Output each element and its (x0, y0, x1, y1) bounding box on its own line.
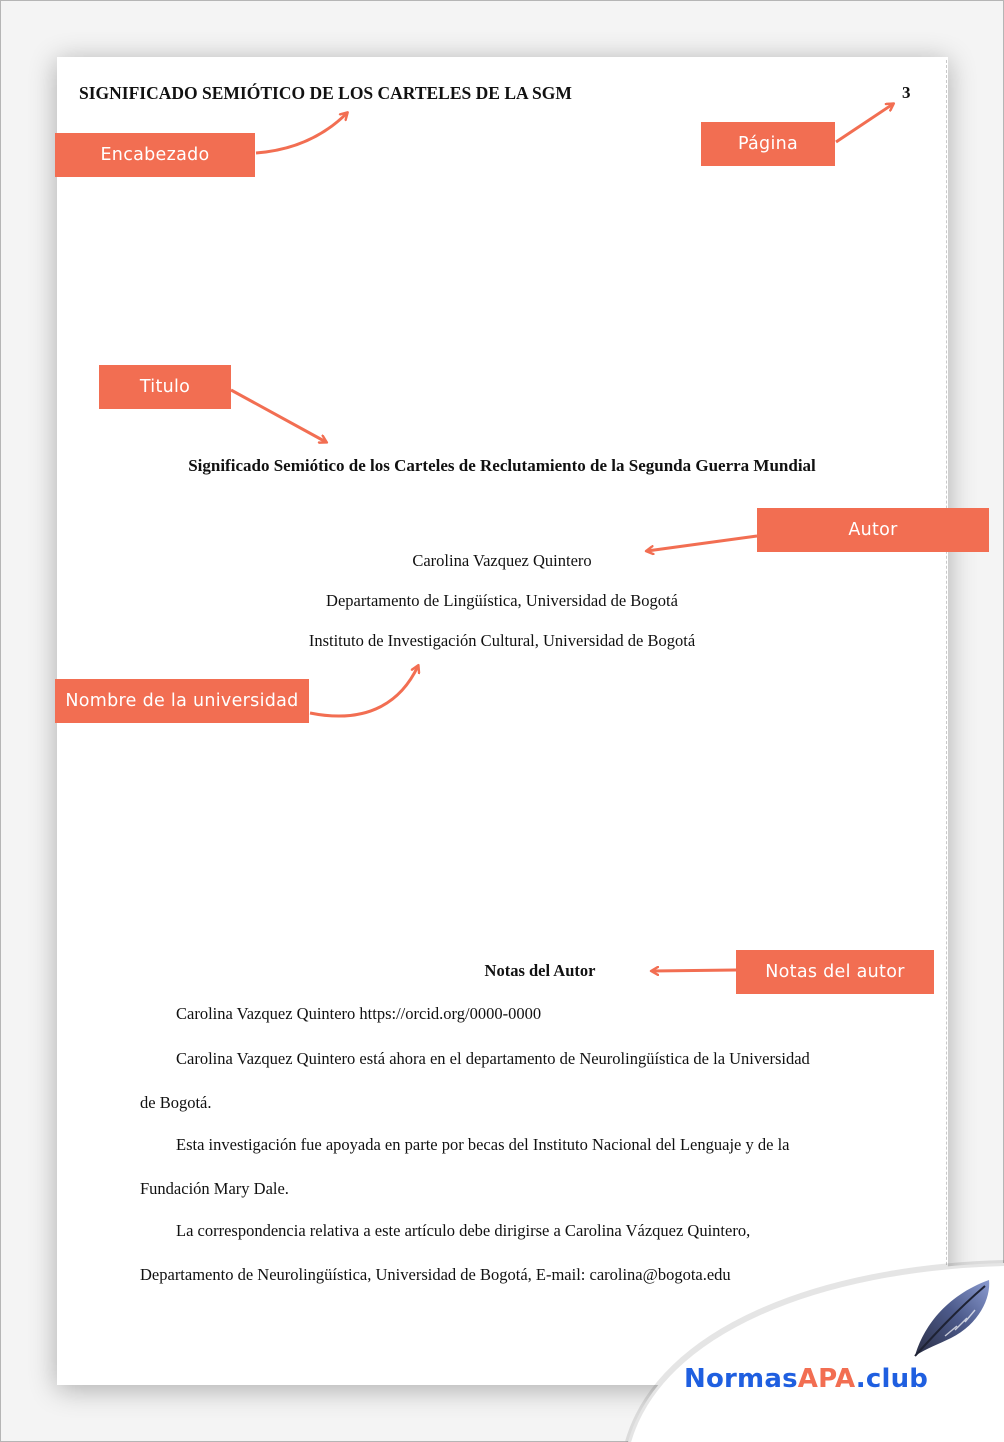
brand-logo-text (684, 1364, 928, 1394)
label-encabezado: Encabezado (55, 133, 255, 177)
label-notas-autor: Notas del autor (736, 950, 934, 994)
author-notes-heading: Notas del Autor (484, 961, 596, 980)
page-number: 3 (902, 83, 911, 102)
affiliation-1: Departamento de Lingüística, Universidad de Bogotá (326, 591, 678, 610)
note-correspondence-line-1: La correspondencia relativa a este artículo debe dirigirse a Carolina Vázquez Quintero, (176, 1221, 751, 1240)
note-funding-line-2: Fundación Mary Dale. (140, 1179, 289, 1198)
brand-part-2: APA (797, 1364, 856, 1394)
note-change-line-2: de Bogotá. (140, 1093, 212, 1112)
label-nombre-universidad: Nombre de la universidad (55, 679, 309, 723)
note-orcid: Carolina Vazquez Quintero https://orcid.org/0000-0000 (176, 1004, 542, 1023)
brand-part-1: Normas (684, 1364, 798, 1394)
affiliation-2: Instituto de Investigación Cultural, Universidad de Bogotá (308, 631, 696, 650)
author-name: Carolina Vazquez Quintero (412, 551, 592, 570)
note-funding-line-1: Esta investigación fue apoyada en parte por becas del Instituto Nacional del Lenguaje y de la (176, 1135, 790, 1154)
label-autor: Autor (757, 508, 989, 552)
running-head: SIGNIFICADO SEMIÓTICO DE LOS CARTELES DE LA SGM (79, 83, 572, 103)
label-pagina: Página (701, 122, 835, 166)
note-correspondence-line-2: Departamento de Neurolingüística, Universidad de Bogotá, E-mail: carolina@bogota.edu (140, 1265, 731, 1284)
feather-icon (905, 1276, 997, 1362)
brand-part-3: .club (855, 1364, 929, 1394)
paper-title: Significado Semiótico de los Carteles de Reclutamiento de la Segunda Guerra Mundial (188, 456, 816, 475)
note-change-line-1: Carolina Vazquez Quintero está ahora en el departamento de Neurolingüística de la Universidad (176, 1049, 810, 1068)
label-titulo: Titulo (99, 365, 231, 409)
